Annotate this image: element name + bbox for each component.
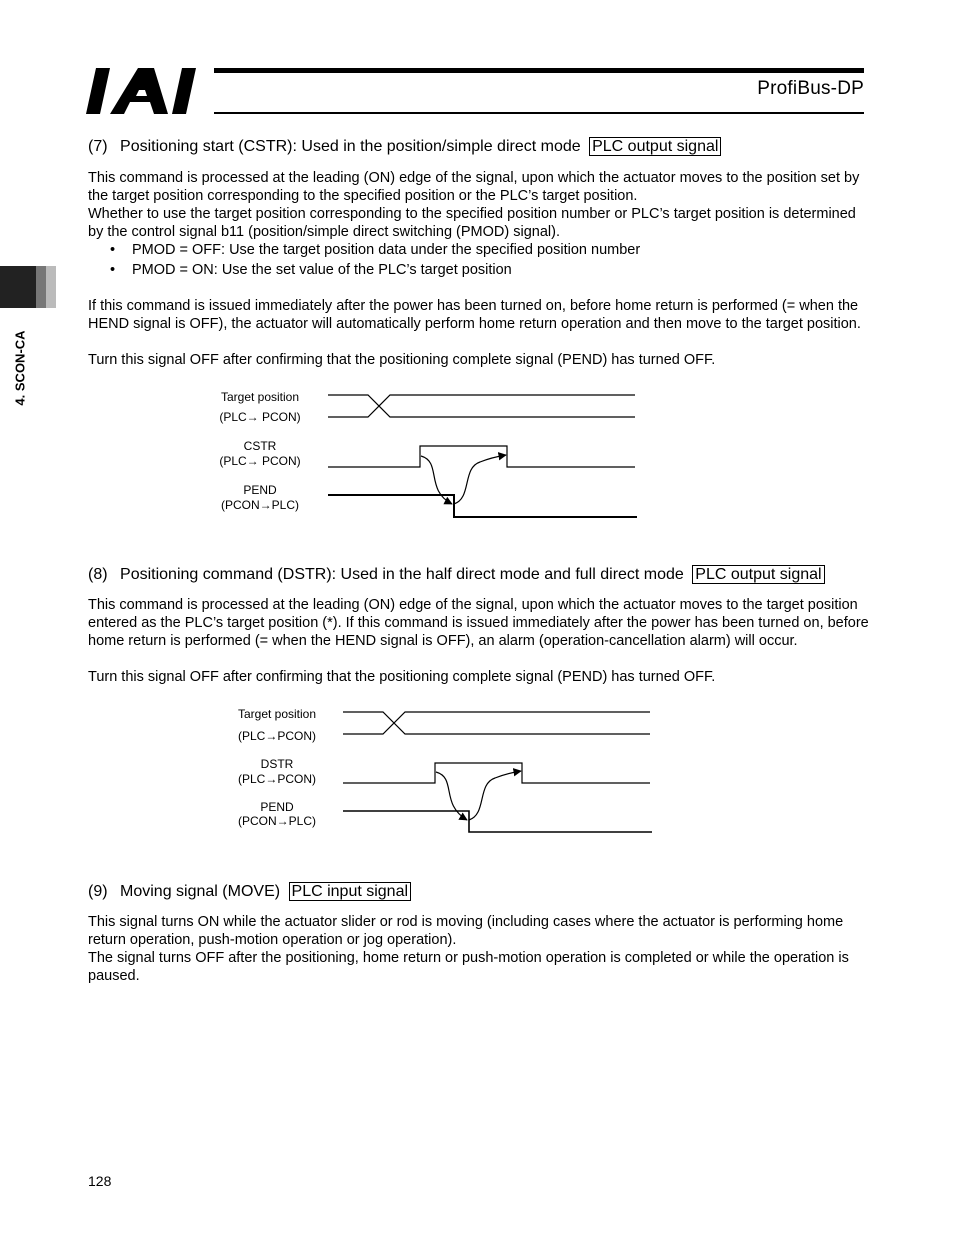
bullet-list <box>110 240 640 280</box>
section-9-heading <box>88 883 411 901</box>
section-title: Positioning start (CSTR): Used in the position/simple direct mode <box>120 138 581 155</box>
target-position-waveform <box>328 395 635 417</box>
paragraph: Turn this signal OFF after confirming that the positioning complete signal (PEND) has turned OFF. <box>88 352 716 368</box>
section-title: Positioning command (DSTR): Used in the half direct mode and full direct mode <box>120 566 684 583</box>
trigger-arrow <box>469 771 521 820</box>
signal-name: PEND <box>243 483 277 497</box>
dstr-waveform <box>343 763 650 783</box>
chapter-label: 4. SCON-CA <box>12 330 28 406</box>
timing-diagram-dstr <box>215 700 665 850</box>
iai-logo <box>86 66 208 116</box>
header-rule-bottom <box>214 112 864 114</box>
pend-waveform <box>343 811 652 832</box>
signal-direction: (PLC→PCON) <box>237 772 317 786</box>
side-tab-stripe-light <box>46 266 56 308</box>
signal-direction: (PCON→PLC) <box>220 498 300 512</box>
signal-type-tag: PLC output signal <box>692 565 824 584</box>
side-tab-stripe <box>36 266 46 308</box>
paragraph: This command is processed at the leading (ON) edge of the signal, upon which the actuator moves to the position set by the target position corresponding to the specified position or the PLC’s target position. <box>88 170 860 204</box>
signal-direction: (PLC→ PCON) <box>219 410 301 424</box>
section-7-heading <box>88 138 721 156</box>
trigger-arrow <box>421 456 452 504</box>
paragraph: This command is processed at the leading (ON) edge of the signal, upon which the actuator moves to the target position entered as the PLC’s target position (*). If this command is issued immediately after the power has been turned on, before home return is performed (= when the HEND signal is OFF), an alarm (operation-cancellation alarm) will occur. <box>88 597 869 649</box>
signal-name: CSTR <box>243 439 277 453</box>
section-title: Moving signal (MOVE) <box>120 883 281 900</box>
section-number: (9) <box>88 883 108 900</box>
signal-type-tag: PLC output signal <box>589 137 721 156</box>
paragraph: Turn this signal OFF after confirming that the positioning complete signal (PEND) has turned OFF. <box>88 669 716 685</box>
signal-name: Target position <box>220 390 300 404</box>
side-tab-block <box>0 266 36 308</box>
paragraph: Whether to use the target position corresponding to the specified position number or PLC’s target position is determined by the control signal b11 (position/simple direct switching (PMOD) signal). <box>88 206 856 240</box>
signal-type-tag: PLC input signal <box>289 882 412 901</box>
section-number: (8) <box>88 566 108 583</box>
signal-direction: (PLC→PCON) <box>237 729 317 743</box>
paragraph: This signal turns ON while the actuator slider or rod is moving (including cases where the actuator is performing home return operation, push-motion operation or jog operation). <box>88 914 844 948</box>
cstr-waveform <box>328 446 635 467</box>
trigger-arrow <box>454 455 506 504</box>
page-number: 128 <box>88 1173 112 1189</box>
timing-diagram-cstr <box>200 380 650 530</box>
paragraph: If this command is issued immediately after the power has been turned on, before home return is performed (= when the HEND signal is OFF), the actuator will automatically perform home return operation and then move to the target position. <box>88 298 861 332</box>
list-item: • PMOD = ON: Use the set value of the PLC’s target position <box>110 260 640 280</box>
paragraph: The signal turns OFF after the positioning, home return or push-motion operation is completed or while the operation is paused. <box>88 950 849 984</box>
signal-name: Target position <box>237 707 317 721</box>
section-number: (7) <box>88 138 108 155</box>
signal-direction: (PLC→ PCON) <box>219 454 301 468</box>
signal-name: PEND <box>260 800 294 814</box>
header-title: ProfiBus-DP <box>757 78 864 99</box>
list-item: • PMOD = OFF: Use the target position data under the specified position number <box>110 240 640 260</box>
signal-direction: (PCON→PLC) <box>237 814 317 828</box>
trigger-arrow <box>436 772 467 820</box>
pend-waveform <box>328 495 637 517</box>
signal-name: DSTR <box>260 757 294 771</box>
section-8-heading <box>88 566 825 584</box>
target-position-waveform <box>343 712 650 734</box>
header-rule-top <box>214 68 864 73</box>
